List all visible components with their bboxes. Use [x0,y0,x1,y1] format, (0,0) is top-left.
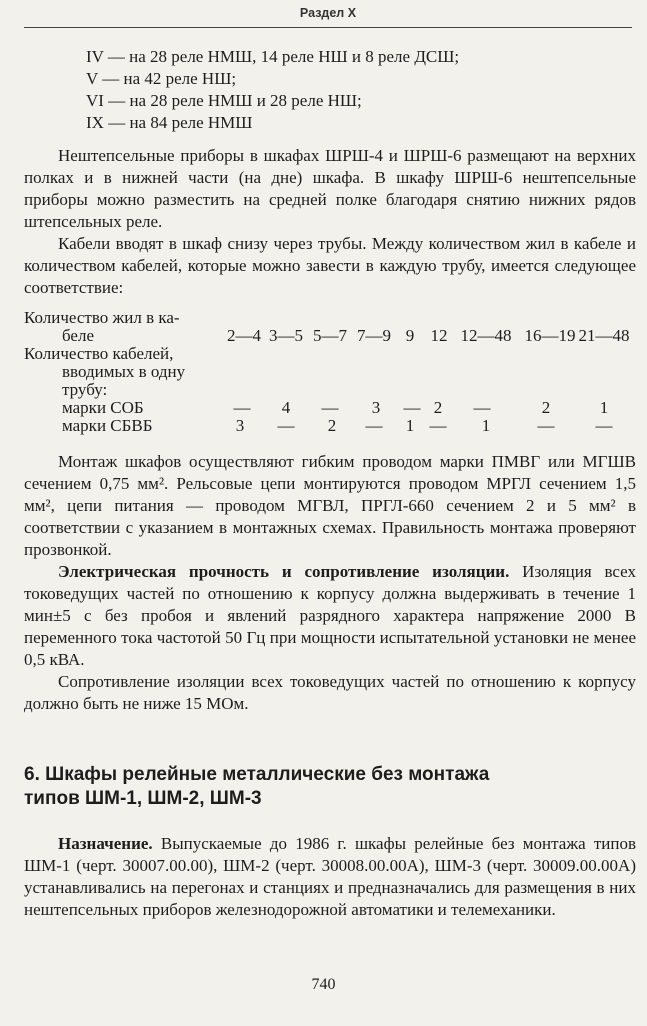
paragraph: Нештепсельные приборы в шкафах ШРШ-4 и ШРШ-6 размещают на верхних полках и в нижней части (на дне) шкафа. В шкафу ШРШ-6 нештепсельные приборы можно разместить на средней полке благодаря снятию нижних рядов штепсельных реле. [24,146,636,231]
table-cell: 1 [481,416,491,435]
table-cell: 21—48 [578,326,630,345]
table-cell: 1 [405,416,415,435]
table-cell: — [429,416,447,435]
table-cell: 2—4 [227,326,261,345]
page-body [24,46,636,921]
table-label: беле [62,326,94,345]
table-cell: — [537,416,555,435]
paragraph [24,833,636,921]
table-cell: 5—7 [313,326,347,345]
paragraph: Монтаж шкафов осуществляют гибким проводом марки ПМВГ или МГШВ сечением 0,75 мм². Рельсовые цепи монтируются проводом МРГЛ сечением 1,5 мм², цепи питания — проводом МГВЛ, ПРГЛ-660 сечением 2 и 5 мм² в соответствии с указанием в монтажных схемах. Правильность монтажа проверяют прозвонкой. [24,452,636,559]
table-cell: — [473,398,491,417]
table-cell: 3 [235,416,245,435]
table-cell: 12 [430,326,448,345]
paragraph [24,561,636,671]
paragraph-lead: Электрическая прочность и сопротивление изоляции. [58,562,510,581]
table-cell: 2 [541,398,551,417]
relay-list [86,46,636,134]
header-rule [24,27,632,28]
running-header: Раздел X [299,6,357,20]
table-label: трубу: [62,380,108,399]
paragraph-lead: Назначение. [58,834,153,853]
table-label: вводимых в одну [62,362,186,381]
table-cell: 9 [405,326,415,345]
table-cell: — [233,398,251,417]
table-cell: — [365,416,383,435]
table-cell: 2 [433,398,443,417]
table-cell: — [403,398,421,417]
table-cell: 3 [371,398,381,417]
table-label: Количество кабелей, [24,344,174,363]
table-cell: 16—19 [524,326,576,345]
table-cell: 7—9 [357,326,391,345]
section-heading-line: типов ШМ-1, ШМ-2, ШМ-3 [24,788,262,809]
table-cell: 12—48 [460,326,512,345]
list-item: V — на 42 реле НШ; [86,69,237,88]
cable-table [24,309,636,451]
table-cell: 3—5 [269,326,303,345]
table-cell: 4 [281,398,291,417]
table-label: Количество жил в ка- [24,308,180,327]
paragraph-text: Изоляция всех токоведущих частей по отношению к корпусу должна выдерживать в течение 1 мин±5 с без пробоя и явлений разрядного характера напряжение 2000 В переменного тока частотой 50 Гц при мощности испытательной установки не менее 0,5 кВА. [24,562,636,669]
paragraph: Кабели вводят в шкаф снизу через трубы. Между количеством жил в кабеле и количеством кабелей, которые можно завести в каждую трубу, имеется следующее соответствие: [24,234,636,297]
paragraph-text: Выпускаемые до 1986 г. шкафы релейные без монтажа типов ШМ-1 (черт. 30007.00.00), ШМ-2 (черт. 30008.00.00А), ШМ-3 (черт. 30009.00.00А) устанавливались на перегонах и станциях и предназначались для размещения в них нештепсельных приборов железнодорожной автоматики и телемеханики. [24,834,636,919]
table-label: марки СБВБ [62,416,153,435]
table-label: марки СОБ [62,398,144,417]
table-cell: — [321,398,339,417]
section-heading-line: 6. Шкафы релейные металлические без монтажа [24,764,490,785]
list-item: VI — на 28 реле НМШ и 28 реле НШ; [86,91,362,110]
table-cell: 2 [327,416,337,435]
page-number: 740 [311,976,336,993]
table-cell: — [595,416,613,435]
table-cell: 1 [599,398,609,417]
section-heading [24,763,636,811]
paragraph: Сопротивление изоляции всех токоведущих частей по отношению к корпусу должно быть не ниже 15 МОм. [24,672,636,713]
table-cell: — [277,416,295,435]
list-item: IX — на 84 реле НМШ [86,113,253,132]
list-item: IV — на 28 реле НМШ, 14 реле НШ и 8 реле ДСШ; [86,47,460,66]
